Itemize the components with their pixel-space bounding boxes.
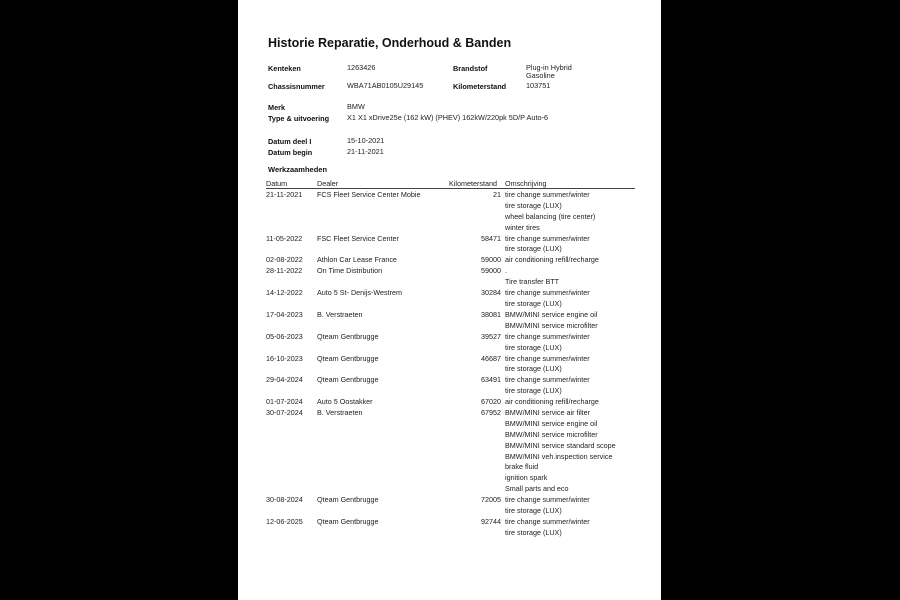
omschrijving-line: wheel balancing (tire center) (505, 211, 596, 221)
type-value: X1 X1 xDrive25e (162 kW) (PHEV) 162kW/220pk 5D/P Auto-6 (347, 113, 549, 122)
document-title: Historie Reparatie, Onderhoud & Banden (268, 36, 512, 50)
row-kilometerstand: 67952 (481, 408, 501, 417)
header-omschrijving: Omschrijving (505, 179, 547, 188)
row-kilometerstand: 46687 (481, 353, 501, 363)
omschrijving-line: tire storage (LUX) (505, 244, 562, 254)
type-label: Type & uitvoering (268, 114, 330, 123)
omschrijving-line: tire change summer/winter (505, 233, 590, 243)
row-kilometerstand: 63491 (481, 375, 501, 385)
row-kilometerstand: 58471 (481, 233, 501, 243)
omschrijving-line: tire change summer/winter (505, 331, 590, 341)
omschrijving-line: tire change summer/winter (505, 495, 590, 505)
omschrijving-line: BMW/MINI service microfilter (505, 429, 598, 439)
row-dealer: On Time Distribution (317, 266, 383, 276)
row-datum: 14-12-2022 (266, 288, 303, 298)
row-omschrijving (505, 310, 598, 332)
row-omschrijving (505, 397, 599, 408)
row-datum: 21-11-2021 (266, 190, 303, 199)
row-datum: 30-07-2024 (266, 408, 303, 417)
datum-begin-label: Datum begin (268, 148, 313, 157)
row-dealer: B. Verstraeten (317, 408, 363, 417)
omschrijving-line: tire storage (LUX) (505, 364, 562, 374)
row-omschrijving (505, 234, 590, 256)
omschrijving-line: ignition spark (505, 473, 548, 483)
header-kilometerstand: Kilometerstand (449, 179, 497, 188)
row-kilometerstand: 72005 (481, 495, 501, 505)
table-header (266, 178, 635, 189)
werkzaamheden-title: Werkzaamheden (268, 165, 328, 174)
row-datum: 30-08-2024 (266, 495, 303, 505)
row-omschrijving (505, 354, 590, 376)
row-dealer: Athlon Car Lease France (317, 255, 397, 265)
omschrijving-line: BMW/MINI service microfilter (505, 320, 598, 330)
row-dealer: Qteam Gentbrugge (317, 517, 379, 526)
brandstof-label: Brandstof (453, 64, 488, 73)
row-omschrijving (505, 255, 599, 266)
row-datum: 28-11-2022 (266, 266, 303, 276)
omschrijving-line: tire change summer/winter (505, 517, 590, 526)
merk-value: BMW (347, 102, 365, 111)
row-datum: 12-06-2025 (266, 517, 303, 526)
merk-label: Merk (268, 103, 286, 112)
row-datum: 29-04-2024 (266, 375, 303, 385)
omschrijving-line: BMW/MINI service engine oil (505, 309, 598, 319)
omschrijving-line: BMW/MINI service engine oil (505, 418, 598, 428)
row-dealer: FCS Fleet Service Center Mobie (317, 190, 421, 199)
omschrijving-line: BMW/MINI veh.inspection service (505, 451, 613, 461)
row-datum: 01-07-2024 (266, 397, 303, 407)
row-dealer: Auto 5 Oostakker (317, 397, 373, 407)
row-omschrijving (505, 408, 616, 495)
row-kilometerstand: 21 (493, 190, 501, 199)
kilometerstand-label: Kilometerstand (453, 82, 507, 91)
omschrijving-line: BMW/MINI service standard scope (505, 440, 616, 450)
row-kilometerstand: 59000 (481, 266, 501, 276)
omschrijving-line: tire storage (LUX) (505, 386, 562, 396)
header-dealer: Dealer (317, 179, 339, 188)
omschrijving-line: air conditioning refill/recharge (505, 397, 599, 407)
row-omschrijving (505, 495, 590, 517)
omschrijving-line: tire storage (LUX) (505, 527, 562, 537)
row-datum: 05-06-2023 (266, 331, 303, 341)
row-kilometerstand: 67020 (481, 397, 501, 407)
row-dealer: Auto 5 St- Denijs-Westrem (317, 288, 402, 298)
brandstof-value-1: Plug-in Hybrid (526, 63, 572, 72)
omschrijving-line: . (505, 266, 507, 276)
chassis-value: WBA71AB0105U29145 (347, 81, 424, 90)
omschrijving-line: BMW/MINI service air filter (505, 408, 591, 417)
row-datum: 11-05-2022 (266, 233, 303, 243)
row-datum: 02-08-2022 (266, 255, 303, 265)
datum-begin-value: 21-11-2021 (347, 147, 384, 156)
omschrijving-line: tire storage (LUX) (505, 342, 562, 352)
omschrijving-line: tire storage (LUX) (505, 298, 562, 308)
omschrijving-line: air conditioning refill/recharge (505, 255, 599, 265)
kilometerstand-value: 103751 (526, 81, 551, 90)
row-omschrijving (505, 375, 590, 397)
row-datum: 16-10-2023 (266, 353, 303, 363)
omschrijving-line: tire storage (LUX) (505, 200, 562, 210)
row-kilometerstand: 59000 (481, 255, 501, 265)
omschrijving-line: tire change summer/winter (505, 353, 590, 363)
row-kilometerstand: 92744 (481, 517, 501, 526)
row-omschrijving (505, 190, 595, 234)
row-dealer: Qteam Gentbrugge (317, 331, 379, 341)
omschrijving-line: brake fluid (505, 462, 539, 472)
datum-deel-label: Datum deel I (268, 137, 312, 146)
row-omschrijving (505, 266, 559, 288)
row-kilometerstand: 30284 (481, 288, 501, 298)
omschrijving-line: tire change summer/winter (505, 375, 590, 385)
row-kilometerstand: 39527 (481, 331, 501, 341)
omschrijving-line: tire change summer/winter (505, 288, 590, 298)
row-dealer: B. Verstraeten (317, 309, 363, 319)
kenteken-label: Kenteken (268, 64, 301, 73)
row-omschrijving (505, 288, 590, 310)
chassis-label: Chassisnummer (268, 82, 325, 91)
row-datum: 17-04-2023 (266, 309, 303, 319)
kenteken-value: 1263426 (347, 63, 376, 72)
brandstof-value-2: Gasoline (526, 71, 555, 80)
header-datum: Datum (266, 179, 288, 188)
omschrijving-line: tire change summer/winter (505, 190, 590, 199)
document-page (238, 0, 661, 600)
omschrijving-line: Tire transfer BTT (505, 277, 560, 287)
row-kilometerstand: 38081 (481, 309, 501, 319)
row-dealer: Qteam Gentbrugge (317, 353, 379, 363)
omschrijving-line: tire storage (LUX) (505, 506, 562, 516)
row-dealer: Qteam Gentbrugge (317, 375, 379, 385)
row-omschrijving (505, 517, 590, 539)
datum-deel-value: 15-10-2021 (347, 136, 385, 145)
omschrijving-line: Small parts and eco (505, 484, 569, 494)
row-dealer: FSC Fleet Service Center (317, 233, 399, 243)
row-dealer: Qteam Gentbrugge (317, 495, 379, 505)
row-omschrijving (505, 332, 590, 354)
omschrijving-line: winter tires (505, 222, 540, 232)
